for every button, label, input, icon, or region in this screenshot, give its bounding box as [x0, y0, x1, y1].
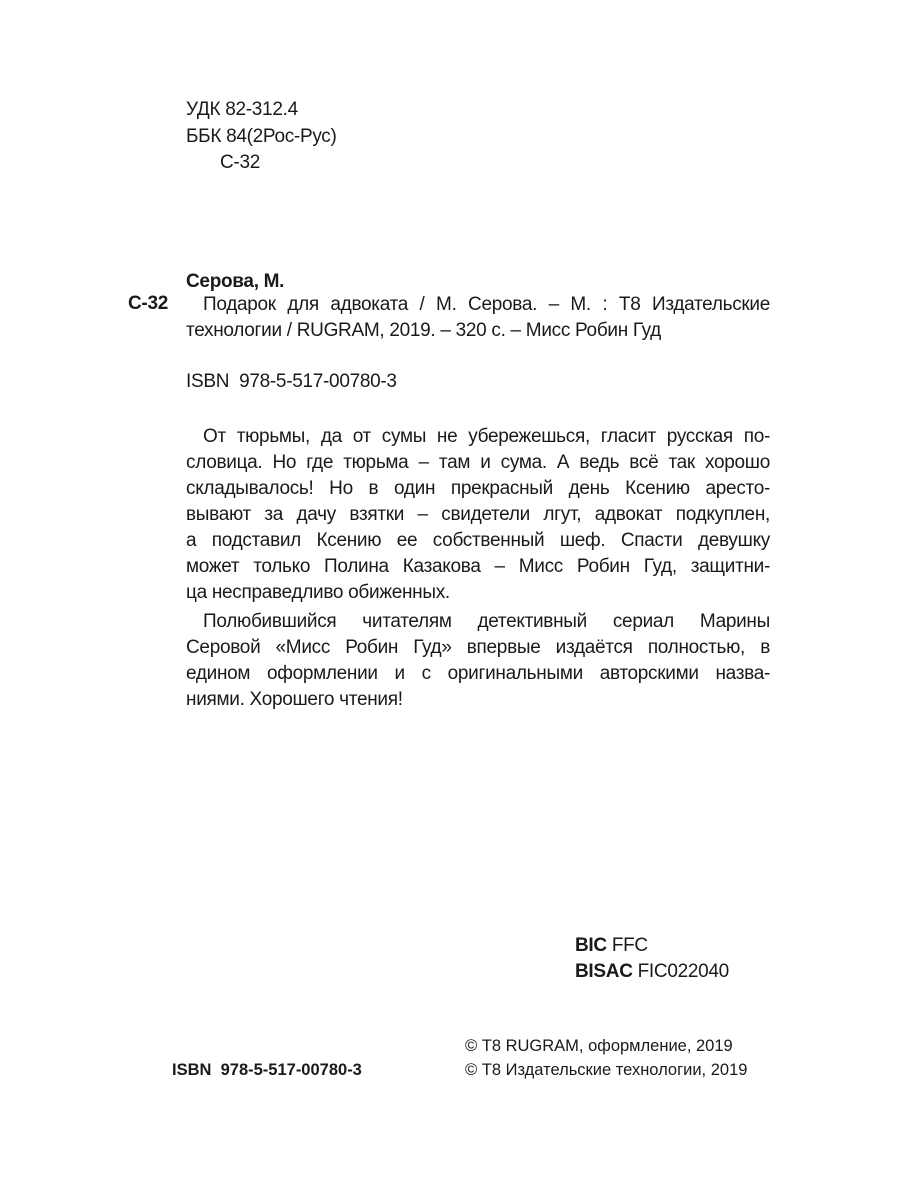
author-mark: С-32 [220, 152, 260, 173]
bic-label: BIC [575, 935, 607, 956]
annotation-line: едином оформлении и с оригинальными авторскими назва- [186, 663, 770, 684]
udk-code: УДК 82-312.4 [186, 99, 298, 120]
record-author: Серова, М. [186, 271, 285, 292]
annotation-line: ниями. Хорошего чтения! [186, 689, 403, 710]
record-line-2: технологии / RUGRAM, 2019. – 320 с. – Мисс Робин Гуд [186, 320, 661, 341]
annotation-line: вывают за дачу взятки – свидетели лгут, адвокат подкуплен, [186, 504, 770, 525]
annotation-line: От тюрьмы, да от сумы не убережешься, гласит русская по- [203, 426, 770, 447]
bisac-value: FIC022040 [637, 961, 729, 982]
annotation-line: а подставил Ксению ее собственный шеф. Спасти девушку [186, 530, 770, 551]
record-mark: С-32 [128, 293, 168, 314]
annotation-line: складывалось! Но в один прекрасный день Ксению аресто- [186, 478, 770, 499]
annotation-line: Полюбившийся читателям детективный сериал Марины [203, 611, 770, 632]
bisac-code [575, 961, 729, 983]
bbk-code: ББК 84(2Рос-Рус) [186, 126, 337, 147]
bisac-label: BISAC [575, 961, 633, 982]
bic-code [575, 935, 648, 957]
annotation-line: может только Полина Казакова – Мисс Робин Гуд, защитни- [186, 556, 770, 577]
annotation-line: Серовой «Мисс Робин Гуд» впервые издаётся полностью, в [186, 637, 770, 658]
footer-isbn: ISBN 978-5-517-00780-3 [172, 1061, 362, 1079]
copyright-design: © Т8 RUGRAM, оформление, 2019 [465, 1037, 733, 1055]
annotation-line: словица. Но где тюрьма – там и сума. А ведь всё так хорошо [186, 452, 770, 473]
copyright-publisher: © Т8 Издательские технологии, 2019 [465, 1061, 748, 1079]
record-isbn: ISBN 978-5-517-00780-3 [186, 371, 397, 392]
annotation-line: ца несправедливо обиженных. [186, 582, 450, 603]
bic-value: FFC [611, 935, 648, 956]
record-line-1: Подарок для адвоката / М. Серова. – М. : Т8 Издательские [203, 294, 770, 315]
